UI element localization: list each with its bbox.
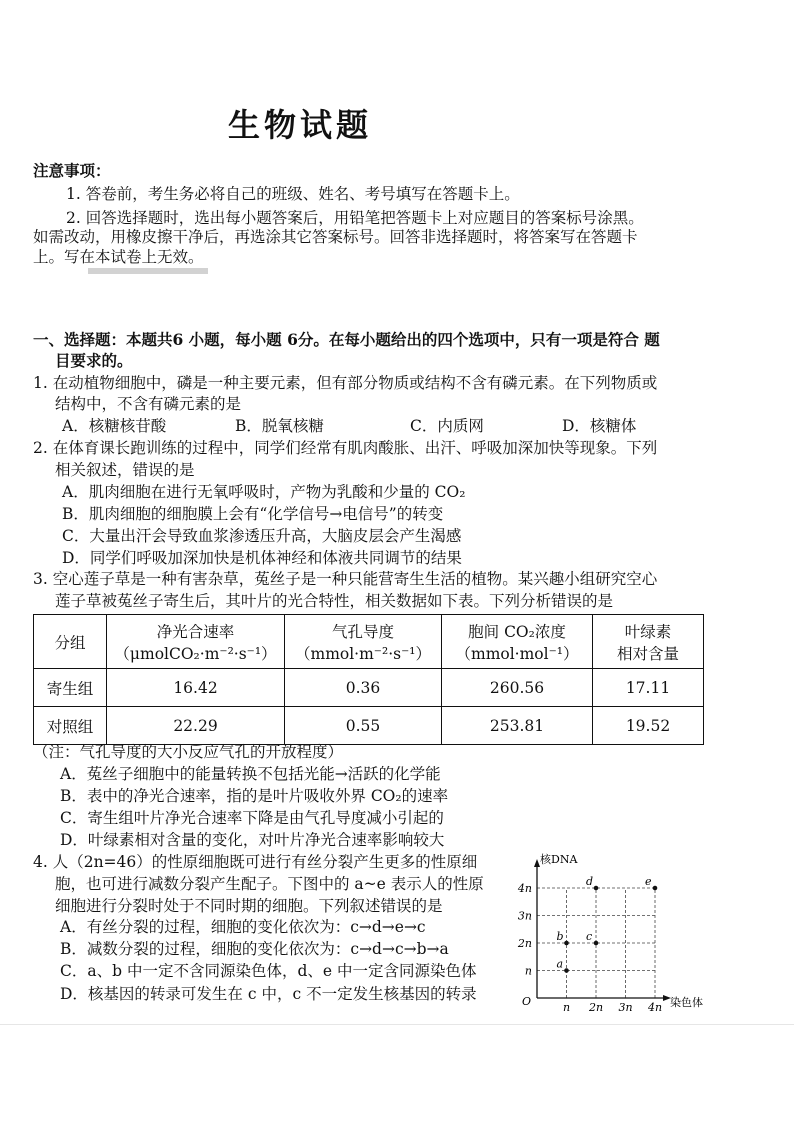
q4-stem-end: 细胞进行分裂时处于不同时期的细胞。下列叙述错误的是: [55, 897, 443, 915]
y-tick-label: 4n: [517, 882, 532, 895]
table-header-cell: [107, 615, 285, 669]
notice-heading: 注意事项：: [33, 161, 111, 180]
header-chlorophyll: 叶绿素: [624, 622, 672, 641]
data-point-c: [594, 941, 599, 946]
q2-option-a: A．肌肉细胞在进行无氧呼吸时，产物为乳酸和少量的 CO₂: [62, 483, 466, 501]
notice-item-1: 1. 答卷前，考生务必将自己的班级、姓名、考号填写在答题卡上。: [66, 185, 520, 203]
q4-option-a: A．有丝分裂的过程，细胞的变化依次为：c→d→e→c: [60, 918, 426, 936]
table-cell: 17.11: [593, 669, 704, 707]
q1-stem-cont: 结构中，不含有磷元素的是: [55, 395, 242, 413]
notice-item-2: 2. 回答选择题时，选出每小题答案后，用铅笔把答题卡上对应题目的答案标号涂黑。: [66, 209, 644, 227]
header-group: 分组: [54, 633, 86, 652]
data-point-b: [564, 941, 569, 946]
table-row: [34, 669, 704, 707]
data-point-d: [594, 886, 599, 891]
q1-option-b: B．脱氧核糖: [235, 417, 324, 435]
q4-option-b: B．减数分裂的过程，细胞的变化依次为：c→d→c→b→a: [60, 940, 449, 958]
header-chlorophyll-unit: 相对含量: [616, 644, 679, 663]
table-header-cell: [34, 615, 107, 669]
q1-option-d: D．核糖体: [562, 417, 637, 435]
table-cell: 19.52: [593, 707, 704, 745]
q4-option-c: C．a、b 中一定不含同源染色体，d、e 中一定含同源染色体: [60, 962, 477, 980]
y-axis-label: 核DNA: [540, 853, 578, 866]
x-tick-label: 3n: [618, 1001, 633, 1014]
header-co2: 胞间 CO₂浓度: [468, 622, 566, 641]
q3-note: （注：气孔导度的大小反应气孔的开放程度）: [33, 743, 344, 761]
data-point-label-e: e: [645, 875, 652, 888]
q3-option-c: C．寄生组叶片净光合速率下降是由气孔导度减小引起的: [60, 809, 444, 827]
q3-stem-cont: 莲子草被菟丝子寄生后，其叶片的光合特性，相关数据如下表。下列分析错误的是: [55, 592, 614, 610]
y-tick-label: 3n: [517, 909, 532, 923]
table-header-cell: [285, 615, 442, 669]
chart-points: [557, 875, 658, 973]
q3-option-a: A．菟丝子细胞中的能量转换不包括光能→活跃的化学能: [60, 765, 441, 783]
notice-item-2-end: 上。写在本试卷上无效。: [33, 248, 204, 266]
dna-chromosome-chart: [500, 848, 715, 1014]
section-heading-cont: 目要求的。: [55, 351, 133, 370]
data-point-label-d: d: [586, 875, 594, 888]
table-cell: 对照组: [34, 707, 107, 745]
q4-stem-cont: 胞，也可进行减数分裂产生配子。下图中的 a~e 表示人的性原: [55, 875, 484, 893]
x-tick-label: 2n: [588, 1001, 604, 1014]
header-net-rate: 净光合速率: [156, 622, 235, 641]
q1-stem: 1. 在动植物细胞中，磷是一种主要元素，但有部分物质或结构不含有磷元素。在下列物质或: [33, 374, 658, 392]
page-title: 生物试题: [228, 106, 373, 144]
table-header-row: [34, 615, 704, 669]
y-tick-label: n: [524, 964, 532, 978]
data-point-label-a: a: [556, 957, 564, 971]
q4-option-d: D．核基因的转录可发生在 c 中，c 不一定发生核基因的转录: [60, 985, 477, 1003]
q4-stem: 4. 人（2n=46）的性原细胞既可进行有丝分裂产生更多的性原细: [33, 853, 478, 871]
data-point-a: [564, 968, 569, 973]
photosynthesis-table: [33, 614, 704, 745]
x-tick-label: 4n: [647, 1001, 663, 1014]
table-cell: 0.36: [285, 669, 442, 707]
header-co2-unit: （mmol·mol⁻¹）: [455, 644, 579, 663]
q2-option-b: B．肌肉细胞的细胞膜上会有“化学信号→电信号”的转变: [62, 505, 444, 523]
data-point-e: [653, 886, 658, 891]
q1-option-c: C．内质网: [410, 417, 484, 435]
table-cell: 16.42: [107, 669, 285, 707]
header-conductance-unit: （mmol·m⁻²·s⁻¹）: [295, 644, 431, 663]
table-cell: 0.55: [285, 707, 442, 745]
q2-stem-cont: 相关叙述，错误的是: [55, 461, 195, 479]
y-tick-label: 2n: [517, 937, 532, 950]
header-conductance: 气孔导度: [331, 622, 394, 641]
table-cell: 253.81: [442, 707, 593, 745]
q2-option-d: D．同学们呼吸加深加快是机体神经和体液共同调节的结果: [62, 549, 462, 567]
data-point-label-b: b: [556, 930, 564, 943]
origin-label: O: [522, 995, 532, 1008]
faded-scan-mark: [88, 268, 208, 274]
x-axis-label: 染色体: [670, 996, 703, 1009]
table-row: [34, 707, 704, 745]
table-cell: 22.29: [107, 707, 285, 745]
table-header-cell: [593, 615, 704, 669]
section-heading: 一、选择题：本题共6 小题，每小题 6分。在每小题给出的四个选项中，只有一项是符合 题: [33, 330, 660, 349]
q3-stem: 3. 空心莲子草是一种有害杂草，菟丝子是一种只能营寄生生活的植物。某兴趣小组研究空心: [33, 570, 658, 588]
page-bottom-rule: [0, 1024, 794, 1025]
header-net-rate-unit: （μmolCO₂·m⁻²·s⁻¹）: [114, 644, 277, 663]
q1-option-a: A．核糖核苷酸: [62, 417, 167, 435]
table-cell: 寄生组: [34, 669, 107, 707]
q2-option-c: C．大量出汗会导致血浆渗透压升高，大脑皮层会产生渴感: [62, 527, 462, 545]
notice-item-2-cont: 如需改动，用橡皮擦干净后，再选涂其它答案标号。回答非选择题时，将答案写在答题卡: [33, 228, 638, 246]
chart-ticks: [517, 882, 662, 1014]
table-cell: 260.56: [442, 669, 593, 707]
q2-stem: 2. 在体育课长跑训练的过程中，同学们经常有肌肉酸胀、出汗、呼吸加深加快等现象。下列: [33, 439, 658, 457]
data-point-label-c: c: [586, 930, 593, 943]
x-tick-label: n: [562, 1001, 571, 1014]
q3-option-d: D．叶绿素相对含量的变化，对叶片净光合速率影响较大: [60, 831, 445, 849]
table-header-cell: [442, 615, 593, 669]
q3-option-b: B．表中的净光合速率，指的是叶片吸收外界 CO₂的速率: [60, 787, 449, 805]
